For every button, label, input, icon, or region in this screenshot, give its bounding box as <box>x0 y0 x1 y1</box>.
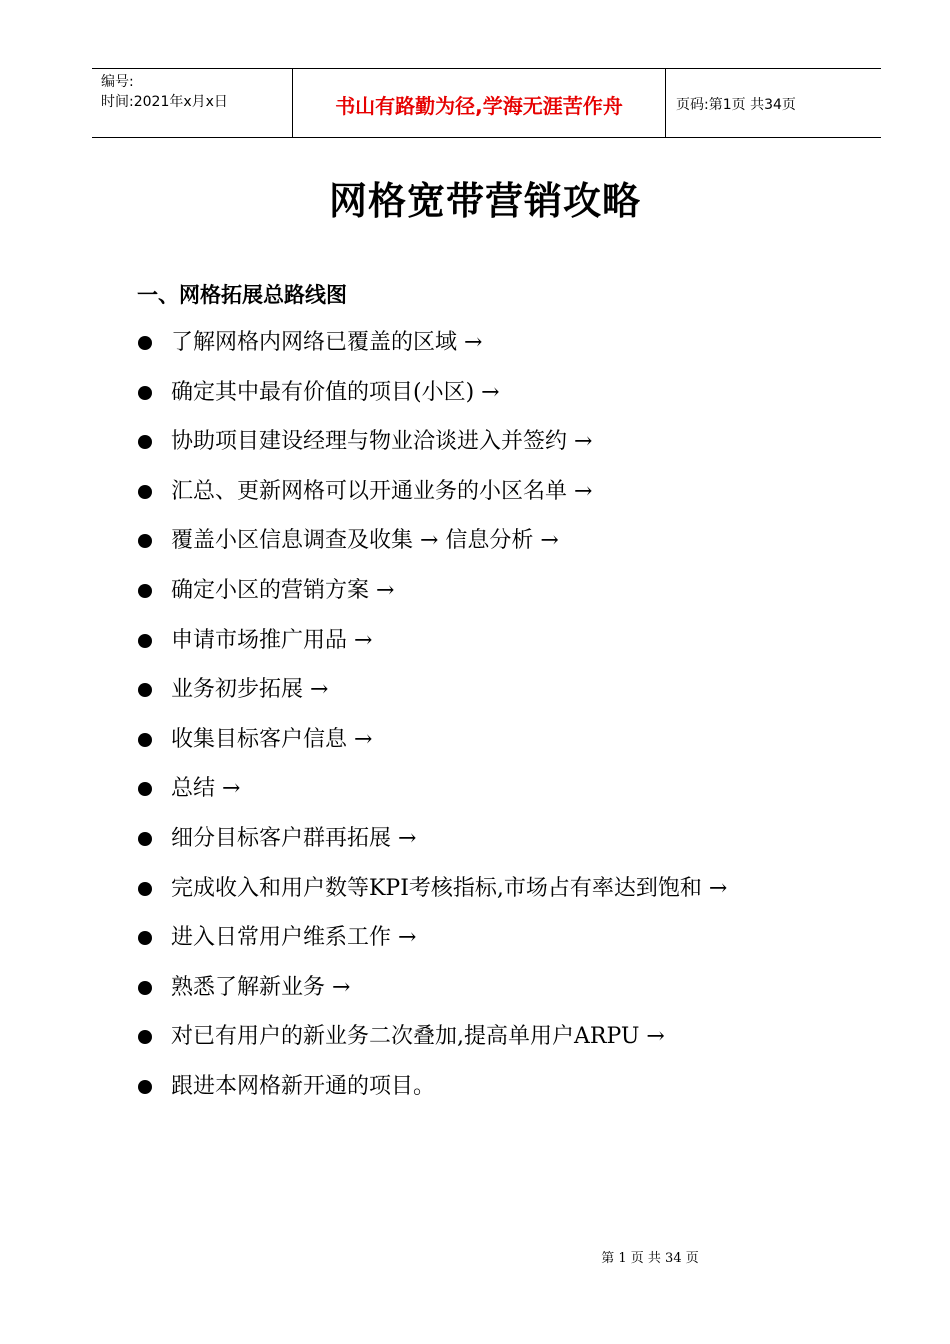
list-item <box>137 467 857 517</box>
section-heading: 一、网格拓展总路线图 <box>137 283 347 307</box>
bullet-icon <box>138 683 152 697</box>
list-item <box>137 864 857 914</box>
list-item-text: 汇总、更新网格可以开通业务的小区名单 → <box>171 478 593 504</box>
list-item-text: 熟悉了解新业务 → <box>171 974 351 1000</box>
bullet-icon <box>138 882 152 896</box>
roadmap-list <box>137 318 857 1112</box>
bullet-icon <box>138 336 152 350</box>
document-title: 网格宽带营销攻略 <box>328 179 641 223</box>
list-item <box>137 417 857 467</box>
list-item <box>137 715 857 765</box>
list-item-text: 协助项目建设经理与物业洽谈进入并签约 → <box>171 429 593 455</box>
list-item-text: 申请市场推广用品 → <box>171 627 373 653</box>
number-label: 编号: <box>101 74 134 90</box>
list-item <box>137 616 857 666</box>
list-item-text: 业务初步拓展 → <box>171 677 329 703</box>
list-item-text: 了解网格内网络已覆盖的区域 → <box>171 330 483 355</box>
bullet-icon <box>138 981 152 995</box>
list-item <box>137 1062 857 1112</box>
list-item <box>137 1012 857 1062</box>
page-footer: 第 1 页 共 34 页 <box>601 1251 699 1266</box>
bullet-icon <box>138 386 152 400</box>
list-item-text: 总结 → <box>171 776 241 802</box>
list-item-text: 覆盖小区信息调查及收集 → 信息分析 → <box>171 528 559 554</box>
list-item <box>137 913 857 963</box>
list-item-text: 进入日常用户维系工作 → <box>171 925 417 951</box>
list-item-text: 细分目标客户群再拓展 → <box>171 825 417 851</box>
list-item <box>137 566 857 616</box>
bullet-icon <box>138 832 152 846</box>
list-item <box>137 665 857 715</box>
list-item <box>137 318 857 368</box>
bullet-icon <box>138 931 152 945</box>
document-header <box>92 68 881 138</box>
header-motto: 书山有路勤为径,学海无涯苦作舟 <box>293 69 666 137</box>
list-item <box>137 764 857 814</box>
list-item-text: 收集目标客户信息 → <box>171 726 373 752</box>
bullet-icon <box>138 782 152 796</box>
bullet-icon <box>138 1030 152 1044</box>
header-page-info: 页码:第1页 共34页 <box>676 97 796 113</box>
bullet-icon <box>138 733 152 747</box>
bullet-icon <box>138 435 152 449</box>
header-meta <box>92 69 293 137</box>
bullet-icon <box>138 1080 152 1094</box>
list-item-text: 确定其中最有价值的项目(小区) → <box>171 379 500 405</box>
list-item <box>137 963 857 1013</box>
list-item-text: 对已有用户的新业务二次叠加,提高单用户ARPU → <box>171 1024 665 1050</box>
bullet-icon <box>138 485 152 499</box>
bullet-icon <box>138 584 152 598</box>
bullet-icon <box>138 534 152 548</box>
bullet-icon <box>138 634 152 648</box>
list-item-text: 跟进本网格新开通的项目。 <box>171 1073 436 1099</box>
list-item <box>137 516 857 566</box>
list-item <box>137 814 857 864</box>
list-item <box>137 368 857 418</box>
list-item-text: 确定小区的营销方案 → <box>171 577 395 603</box>
time-label: 时间:2021年x月x日 <box>101 94 228 110</box>
list-item-text: 完成收入和用户数等KPI考核指标,市场占有率达到饱和 → <box>171 875 728 901</box>
